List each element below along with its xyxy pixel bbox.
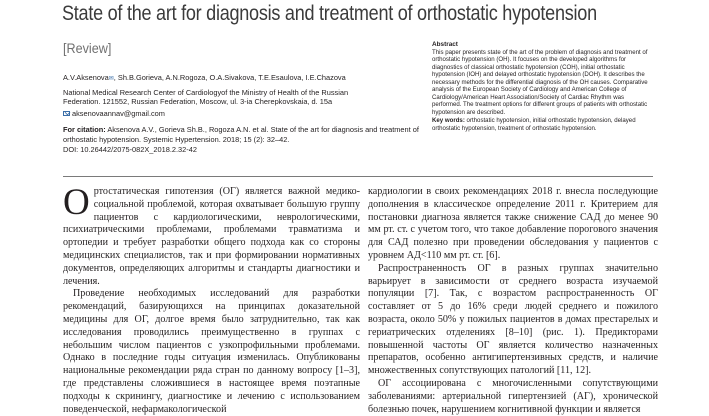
institution-line-1: National Medical Research Center of Cardiologyof the Ministry of Health of the Russian <box>63 87 349 97</box>
keywords <box>432 117 648 132</box>
abstract-heading: Abstract <box>432 41 458 48</box>
institution <box>63 88 423 107</box>
abstract-text: This paper presents state of the art of the problem of diagnosis and treatment of orthostatic hypotension (OH). It focuses on the developed algorithms for diagnostics of classical orthostatic hypotension (COH), initial orthostatic hypotension (IOH) and delayed orthostatic hypotension (DOH). It describes the necessary methods for the differential diagnosis of the OH causes. Comparative analysis of the European Society of Cardiology and American College of Cardiology/American Heart Association/Society of Cardiac Rhythm was performed. The treatment options for different groups of patients with orthostatic hypotension are described. <box>432 48 648 116</box>
institution-line-2: Federation. 121552, Russian Federation, Moscow, ul. 3-ia Cherepkovskaia, d. 15a <box>63 97 333 107</box>
drop-cap: О <box>63 182 90 223</box>
body-paragraph: кардиологии в своих рекомендациях 2018 г. внесла последующие дополнения в классическое определение 2011 г. Критерием для постановки диагноза является также снижение САД до менее 90 мм рт. ст. с учетом того, что такое добавление порогового значения для САД полезно при проведении обследования у пациентов с уровнем АД<110 мм рт. ст. [6]. <box>368 186 658 261</box>
keywords-label: Key words: <box>432 117 465 124</box>
citation <box>63 125 423 144</box>
abstract <box>432 41 648 132</box>
body-paragraph <box>63 182 360 288</box>
article-title: State of the art for diagnosis and treatment of orthostatic hypotension <box>62 2 597 25</box>
body-paragraph: ОГ ассоциирована с многочисленными сопутствующими заболеваниями: артериальной гипертензией (АГ), хронической болезнью почек, нарушением когнитивной функции и является <box>368 377 658 415</box>
envelope-icon <box>63 111 70 116</box>
body-paragraph: Распространенность ОГ в разных группах значительно варьирует в зависимости от среднего возраста изучаемой популяции [7]. Так, с возрастом распространенность ОГ составляет от 5 до 16% среди людей среднего и пожилого возраста, около 50% у пожилых пациентов в домах престарелых и гериатрических отделениях [8–10] (рис. 1). Предикторами повышенной частоты ОГ является количество назначенных препаратов, особенно антигипертензивных средств, и наличие множественных сопутствующих патологий [11, 12]. <box>368 262 658 377</box>
section-divider <box>63 176 653 177</box>
first-author: A.V.Aksenova <box>63 73 109 82</box>
keywords-text: orthostatic hypotension, initial orthostatic hypotension, delayed orthostatic hypotension, treatment of orthostatic hypotension. <box>432 117 636 132</box>
body-column-left <box>63 182 360 416</box>
citation-text: Aksenova A.V., Gorieva Sh.B., Rogoza A.N. et al. State of the art for diagnosis and treatment of orthostatic hypotension. Systemic Hypertension. 2018; 15 (2): 32–42. <box>63 125 419 144</box>
article-meta <box>63 73 423 154</box>
other-authors: , Sh.B.Gorieva, A.N.Rogoza, O.A.Sivakova, T.E.Esaulova, I.E.Chazova <box>113 73 346 82</box>
citation-label: For citation: <box>63 125 106 135</box>
doi[interactable]: DOI: 10.26442/2075-082X_2018.2.32-42 <box>63 144 197 154</box>
corresponding-author-icon: ✉ <box>108 76 114 82</box>
email-address[interactable]: aksenovaannav@gmail.com <box>72 108 165 118</box>
author-list <box>63 73 423 85</box>
article-type-label: [Review] <box>63 40 112 56</box>
email-line <box>63 109 423 119</box>
body-paragraph: Проведение необходимых исследований для разработки рекомендаций, базирующихся на принципах доказательной медицины для ОГ, долгое время было затруднительно, так как исследования проводились преимущественно в группах с небольшим числом пациентов с узкопрофильными проблемами. Однако в последние годы ситуация изменилась. Опубликованы национальные рекомендации ряда стран по данному вопросу [1–3], где представлены сложившиеся в настоящее время поэтапные подходы к скринингу, диагностике и лечению с использованием поведенческой, нефармакологической <box>63 288 360 415</box>
paragraph-text: ртостатическая гипотензия (ОГ) является важной медико-социальной проблемой, которая охватывает большую группу пациентов с кардиологическими, неврологическими, психиатрическими проблемами, проблемами травматизма и ортопедии и требует разработки общего подхода как со стороны медицинских специалистов, так и при формировании нормативных документов, определяющих алгоритмы и стандарты диагностики и лечения. <box>63 186 360 287</box>
body-column-right <box>368 186 658 416</box>
